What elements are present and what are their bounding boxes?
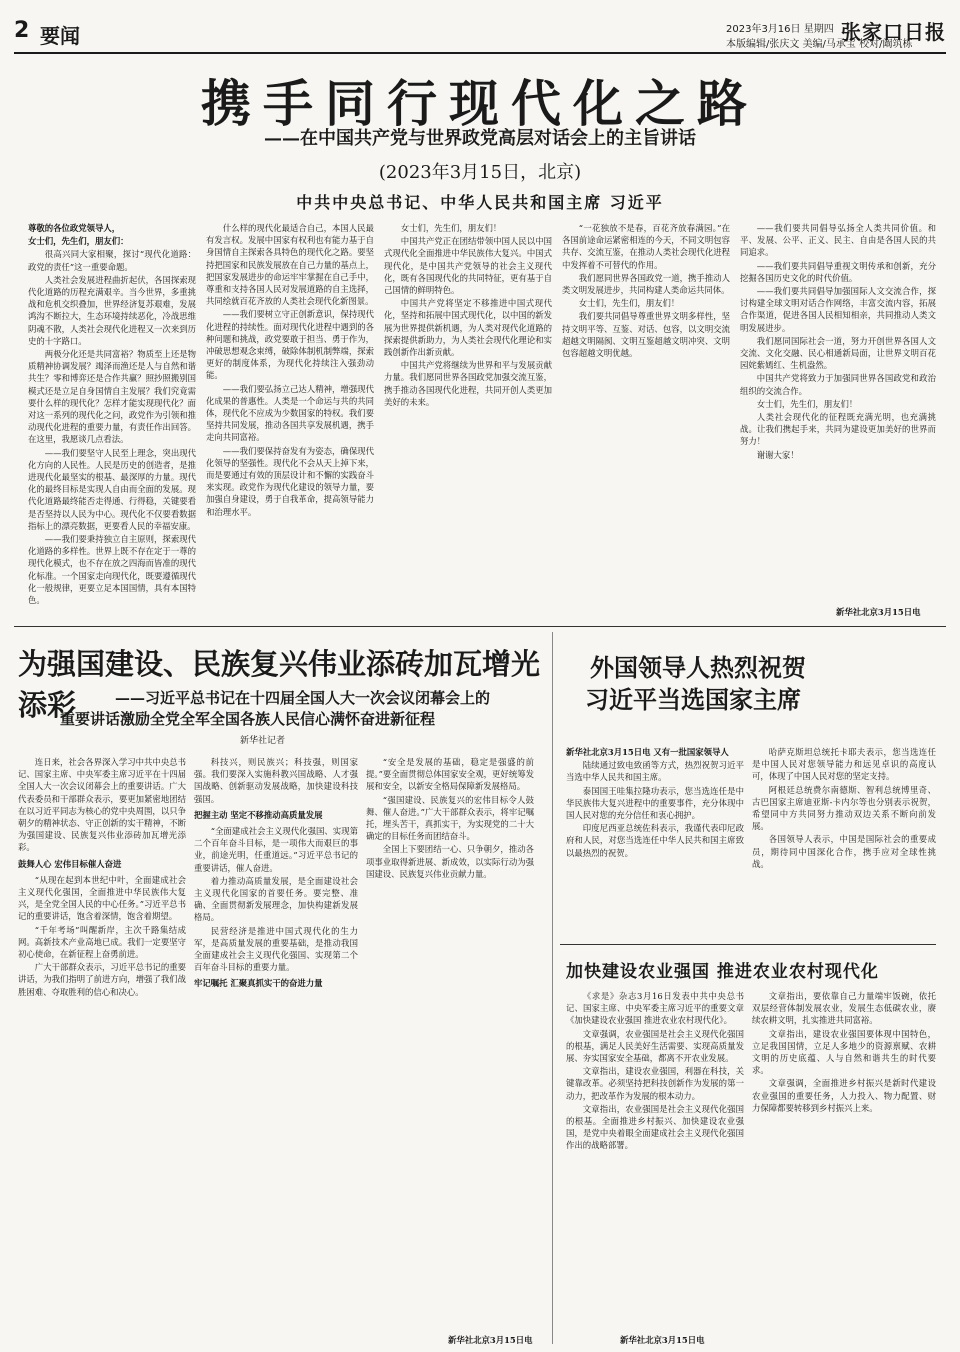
commentary-paragraph: “千年考场”叫醒新岸，主次千路集结成网。高新技术产业高地已成。我们一定要坚守初心使命，在新征程上奋勇前进。 — [18, 924, 186, 960]
lead-author: 中共中央总书记、中华人民共和国主席 习近平 — [296, 193, 664, 212]
lead-paragraph: 我们愿同国际社会一道，努力开创世界各国人文交流、文化交融、民心相通新局面，让世界文明百花园姹紫嫣红、生机盎然。 — [740, 335, 936, 371]
commentary-subhead-1: ——习近平总书记在十四届全国人大一次会议闭幕会上的 — [115, 689, 491, 707]
foreign-paragraph: 印度尼西亚总统佐科表示，我谨代表印尼政府和人民，对您当选连任中华人民共和国主席致以最热烈的祝贺。 — [566, 823, 744, 858]
foreign-paragraph: 哈萨克斯坦总统托卡耶夫表示，您当选连任是中国人民对您领导能力和远见卓识的高度认可，体现了中国人民对您的坚定支持。 — [752, 747, 936, 782]
lead-subhead: ——在中国共产党与世界政党高层对话会上的主旨讲话 — [264, 128, 696, 149]
masthead — [14, 18, 946, 54]
foreign-headline-1: 外国领导人热烈祝贺 — [590, 654, 806, 682]
lead-paragraph: 女士们，先生们，朋友们！ — [400, 223, 502, 233]
commentary-paragraph: 全国上下要团结一心、只争朝夕，推动各项事业取得新进展、新成效，以实际行动为强国建设、民族复兴伟业贡献力量。 — [366, 844, 534, 879]
commentary-paragraph: 广大干部群众表示，习近平总书记的重要讲话，为我们指明了前进方向，增强了我们战胜困难、夺取胜利的信心和决心。 — [18, 962, 186, 997]
lead-paragraph: 中国共产党将继续为世界和平与发展贡献力量。我们愿同世界各国政党加强交流互鉴，携手推动各国现代化进程，共同开创人类更加美好的未来。 — [384, 360, 552, 407]
commentary-subhead-2: 重要讲话激励全党全军全国各族人民信心满怀奋进新征程 — [60, 710, 436, 728]
lead-paragraph: 什么样的现代化最适合自己，本国人民最有发言权。发展中国家有权利也有能力基于自身国情自主探索各具特色的现代化之路。要坚持把国家和民族发展放在自己力量的基点上，把国家发展进步的命运牢牢掌握在自己手中，尊重和支持各国人民对发展道路的自主选择，共同绘就百花齐放的人类社会现代化新图景。 — [206, 223, 374, 307]
lead-paragraph: ——我们要共同倡导加强国际人文交流合作，探讨构建全球文明对话合作网络，丰富交流内容，拓展合作渠道，促进各国人民相知相亲，共同推动人类文明发展进步。 — [740, 286, 936, 333]
lead-paragraph: ——我们要保持奋发有为姿态，确保现代化领导的坚强性。现代化不会从天上掉下来，而是要通过有效的顶层设计和不懈的实践奋斗来实现。政党作为现代化建设的领导力量，要加强自身建设，勇于自我革命，提高领导能力和治理水平。 — [206, 445, 374, 517]
commentary-column-3 — [366, 756, 534, 1328]
agriculture-paragraph: 文章强调，全面推进乡村振兴是新时代建设农业强国的重要任务，人力投入、物力配置、财力保障都要转移到乡村振兴上来。 — [752, 1078, 936, 1113]
foreign-paragraph: 各国领导人表示，中国是国际社会的重要成员，期待同中国深化合作，携手应对全球性挑战。 — [752, 834, 936, 869]
lead-paragraph: 人类社会现代化的征程既充满光明，也充满挑战。让我们携起手来，共同为建设更加美好的世界而努力！ — [740, 412, 936, 447]
commentary-byline: 新华社记者 — [240, 736, 286, 746]
lead-paragraph: 谢谢大家！ — [756, 449, 799, 460]
agriculture-headline: 加快建设农业强国 推进农业农村现代化 — [566, 962, 879, 982]
lead-column-4 — [562, 222, 730, 614]
lead-column-2 — [206, 222, 374, 614]
lead-paragraph: ——我们要坚守人民至上理念，突出现代化方向的人民性。人民是历史的创造者，是推进现代化最坚实的根基、最深厚的力量。现代化的最终目标是实现人自由而全面的发展。现代化道路最终能否走得通、行得稳，关键要看是否坚持以人民为中心。现代化不仅要看数据指标上的漂亮数据，更要看人民的幸福安康。 — [28, 447, 196, 531]
commentary-subtitle-1: 鼓舞人心 宏伟目标催人奋进 — [18, 858, 122, 869]
commentary-paragraph: 着力推动高质量发展，是全面建设社会主义现代化国家的首要任务。要完整、准确、全面贯彻新发展理念，加快构建新发展格局。 — [194, 875, 358, 923]
lead-paragraph: 我们要共同倡导尊重世界文明多样性，坚持文明平等、互鉴、对话、包容，以文明交流超越文明隔阂、文明互鉴超越文明冲突、文明包容超越文明优越。 — [562, 311, 730, 359]
agriculture-column-2 — [752, 990, 936, 1342]
foreign-lead: 新华社北京3月15日电 又有一批国家领导人 — [566, 747, 729, 757]
agriculture-paragraph: 文章指出，建设农业强国，利器在科技，关键靠改革。必须坚持把科技创新作为发展的第一动力，把改革作为发展的根本动力。 — [566, 1066, 744, 1101]
lead-column-5 — [740, 222, 936, 602]
commentary-paragraph: 连日来，社会各界深入学习中共中央总书记、国家主席、中央军委主席习近平在十四届全国人大一次会议闭幕会上的重要讲话。广大代表委员和干部群众表示，要更加紧密地团结在以习近平同志为核心的党中央周围，以只争朝夕的精神状态、守正创新的实干精神，不断为强国建设、民族复兴伟业添砖加瓦增光添彩。 — [18, 757, 186, 853]
agriculture-paragraph: 文章指出，农业强国是社会主义现代化强国的根基。全面推进乡村振兴、加快建设农业强国，是党中央着眼全面建成社会主义现代化强国作出的战略部署。 — [566, 1103, 744, 1151]
foreign-column-1 — [566, 746, 744, 944]
foreign-paragraph: 泰国国王哇集拉隆功表示，您当选连任是中华民族伟大复兴进程中的重要事件，充分体现中国人民对您的充分信任和衷心拥护。 — [566, 785, 744, 821]
section-divider — [14, 626, 946, 627]
lead-headline: 携手同行现代化之路 — [201, 75, 759, 133]
page-number: 2 — [14, 18, 30, 43]
commentary-paragraph: “强国建设、民族复兴的宏伟目标令人鼓舞、催人奋进。”广大干部群众表示，将牢记嘱托，埋头苦干，真抓实干，为实现党的二十大确定的目标任务而团结奋斗。 — [366, 794, 534, 842]
commentary-headline: 为强国建设、民族复兴伟业添砖加瓦增光添彩 — [18, 647, 541, 722]
issue-date: 2023年3月16日 星期四 — [726, 24, 834, 35]
section-name: 要闻 — [40, 24, 80, 48]
lead-salutation-1: 尊敬的各位政党领导人， — [28, 223, 121, 233]
lead-paragraph: 中国共产党将坚定不移推进中国式现代化，坚持和拓展中国式现代化，以中国的新发展为世界提供新机遇，为人类对现代化道路的探索提供新助力，为人类社会现代化理论和实践创新作出新贡献。 — [384, 298, 552, 358]
lead-paragraph: 我们愿同世界各国政党一道，携手推动人类文明发展进步，共同构建人类命运共同体。 — [562, 272, 730, 296]
foreign-headline-2: 习近平当选国家主席 — [585, 686, 801, 714]
lead-paragraph: 中国共产党正在团结带领中国人民以中国式现代化全面推进中华民族伟大复兴。中国式现代化，是中国共产党领导的社会主义现代化，既有各国现代化的共同特征，更有基于自己国情的鲜明特色。 — [384, 236, 552, 296]
commentary-subtitle-2: 把握主动 坚定不移推动高质量发展 — [194, 809, 323, 820]
column-divider — [552, 632, 553, 1344]
lead-column-1 — [28, 222, 196, 614]
lead-paragraph: ——我们要共同倡导重视文明传承和创新，充分挖掘各国历史文化的时代价值。 — [740, 260, 936, 283]
lead-sign-off: 新华社北京3月15日电 — [836, 607, 921, 617]
commentary-column-2 — [194, 756, 358, 1342]
lead-paragraph: 很高兴同大家相聚，探讨“现代化道路：政党的责任”这一重要命题。 — [28, 249, 196, 272]
foreign-column-2 — [752, 746, 936, 944]
lead-column-3 — [384, 222, 552, 614]
commentary-paragraph: “安全是发展的基础，稳定是强盛的前提。”要全面贯彻总体国家安全观，更好统筹发展和安全，以新安全格局保障新发展格局。 — [366, 757, 534, 792]
lead-paragraph: 人类社会发展进程曲折起伏，各国探索现代化道路的历程充满艰辛。当今世界，多重挑战和危机交织叠加，世界经济复苏艰难，发展鸿沟不断拉大，生态环境持续恶化，冷战思维阴魂不散，人类社会现代化进程又一次来到历史的十字路口。 — [28, 274, 196, 346]
commentary-paragraph: “从现在起到本世纪中叶，全面建成社会主义现代化强国，全面推进中华民族伟大复兴，是全党全国人民的中心任务。”习近平总书记的重要讲话，饱含着深情，饱含着期望。 — [18, 874, 186, 922]
commentary-paragraph: 科技兴，则民族兴；科技强，则国家强。我们要深入实施科教兴国战略、人才强国战略、创新驱动发展战略，加快建设科技强国。 — [194, 757, 358, 804]
editors-credit: 本版编辑/张庆文 美编/马承宝 校对/阚筑栋 — [726, 39, 913, 50]
lead-paragraph: ——我们要树立守正创新意识，保持现代化进程的持续性。面对现代化进程中遇到的各种问题和挑战，政党要敢于担当、勇于作为，冲破思想观念束缚，破除体制机制弊端，探索更好的制度体系，为现代化持续注入强劲动能。 — [206, 309, 374, 381]
agriculture-sign-off: 新华社北京3月15日电 — [620, 1335, 705, 1345]
lead-paragraph: ——我们要共同倡导弘扬全人类共同价值。和平、发展、公平、正义、民主、自由是各国人民的共同追求。 — [740, 223, 936, 258]
lead-paragraph: 女士们，先生们，朋友们！ — [756, 398, 858, 409]
agriculture-paragraph: 文章指出，建设农业强国要体现中国特色，立足我国国情，立足人多地少的资源禀赋、农耕文明的历史底蕴、人与自然和谐共生的时代要求。 — [752, 1028, 936, 1076]
foreign-paragraph: 阿根廷总统费尔南德斯、智利总统博里奇、古巴国家主席迪亚斯-卡内尔等也分别表示祝贺，希望同中方共同努力推动双边关系不断向前发展。 — [752, 784, 936, 832]
lead-paragraph: 女士们，先生们，朋友们！ — [578, 298, 680, 309]
commentary-sign-off: 新华社北京3月15日电 — [448, 1335, 533, 1345]
agriculture-paragraph: 文章强调，农业强国是社会主义现代化强国的根基，满足人民美好生活需要、实现高质量发展、夯实国家安全基础，都离不开农业发展。 — [566, 1028, 744, 1064]
foreign-paragraph: 陆续通过致电致函等方式，热烈祝贺习近平当选中华人民共和国主席。 — [566, 760, 744, 783]
lead-dateline: (2023年3月15日，北京) — [378, 162, 582, 183]
agriculture-paragraph: 文章指出，要依靠自己力量端牢饭碗，依托双层经营体制发展农业，发展生态低碳农业，赓续农耕文明，扎实推进共同富裕。 — [752, 991, 936, 1026]
commentary-column-1 — [18, 756, 186, 1342]
agriculture-column-1 — [566, 990, 744, 1330]
agriculture-paragraph: 《求是》杂志3月16日发表中共中央总书记、国家主席、中央军委主席习近平的重要文章《加快建设农业强国 推进农业农村现代化》。 — [566, 991, 744, 1026]
commentary-paragraph: “全面建成社会主义现代化强国、实现第二个百年奋斗目标，是一项伟大而艰巨的事业，前途光明，任重道远。”习近平总书记的重要讲话，催人奋进。 — [194, 826, 358, 873]
lead-paragraph: ——我们要弘扬立己达人精神，增强现代化成果的普惠性。人类是一个命运与共的共同体，现代化不应成为少数国家的特权。我们要坚持共同发展，推动各国共享发展机遇，携手走向共同富裕。 — [206, 383, 374, 443]
article-divider — [560, 944, 936, 945]
lead-salutation-2: 女士们，先生们，朋友们： — [28, 236, 129, 247]
lead-paragraph: “一花独放不是春，百花齐放春满园。”在各国前途命运紧密相连的今天，不同文明包容共存、交流互鉴，在推动人类社会现代化进程中发挥着不可替代的作用。 — [562, 223, 730, 270]
lead-paragraph: 中国共产党将致力于加强同世界各国政党和政治组织的交流合作。 — [740, 373, 936, 396]
commentary-paragraph: 民营经济是推进中国式现代化的生力军，是高质量发展的重要基础，是推动我国全面建成社会主义现代化强国、实现第二个百年奋斗目标的重要力量。 — [194, 925, 358, 973]
newspaper-logo: 张家口日报 — [841, 20, 946, 44]
commentary-subtitle-3: 牢记嘱托 汇聚真抓实干的奋进力量 — [194, 978, 323, 989]
lead-paragraph: ——我们要秉持独立自主原则，探索现代化道路的多样性。世界上既不存在定于一尊的现代化模式，也不存在放之四海而皆准的现代化标准。一个国家走向现代化，既要遵循现代化一般规律，更要立足本国国情，具有本国特色。 — [28, 534, 196, 606]
lead-paragraph: 两极分化还是共同富裕？物质至上还是物质精神协调发展？竭泽而渔还是人与自然和谐共生？零和博弈还是合作共赢？照抄照搬别国模式还是立足自身国情自主发展？我们究竟需要什么样的现代化？怎样才能实现现代化？面对这一系列的现代化之问，政党作为引领和推动现代化进程的重要力量，有责任作出回答。在这里，我愿谈几点看法。 — [28, 349, 196, 445]
